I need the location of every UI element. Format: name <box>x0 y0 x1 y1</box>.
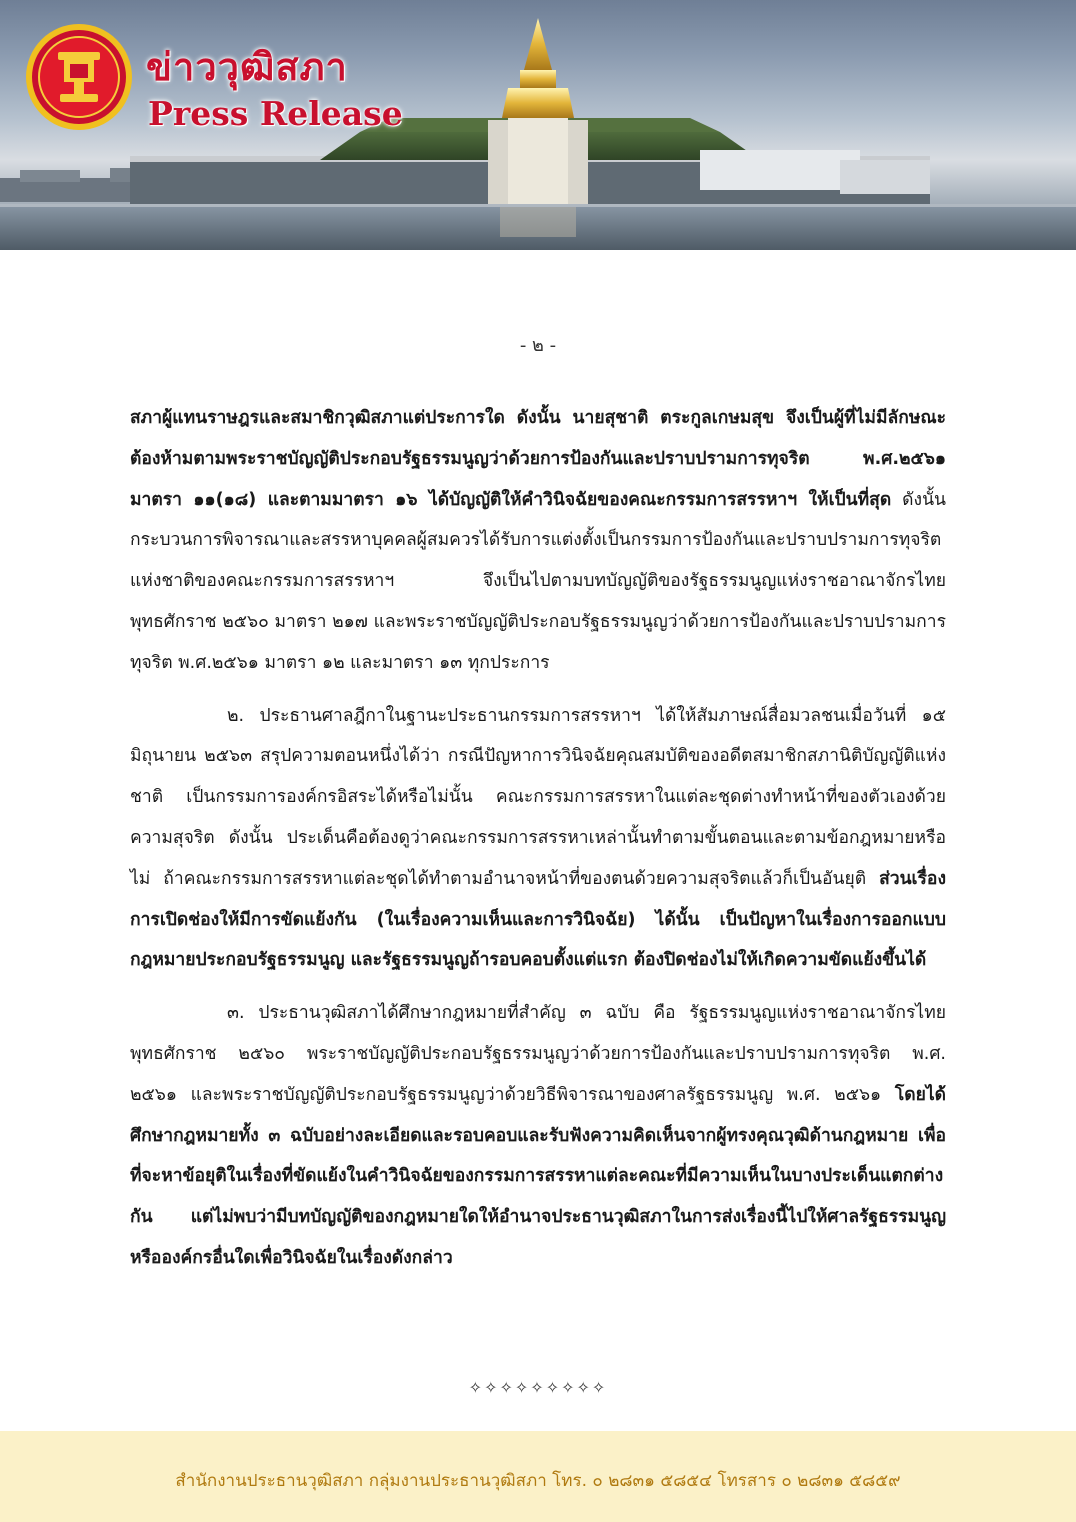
paragraph-1-bold-text: สภาผู้แทนราษฎรและสมาชิกวุฒิสภาแต่ประการใด ดังนั้น นายสุชาติ ตระกูลเกษมสุข จึงเป็นผู้ที่ไม่มีลักษณะต้องห้ามตามพระราชบัญญัติประกอบรัฐธรรมนูญว่าด้วยการป้องกันและปราบปรามการทุจริต พ.ศ.๒๕๖๑ มาตรา ๑๑(๑๘) และตามมาตรา ๑๖ ได้บัญญัติให้คำวินิจฉัยของคณะกรรมการสรรหาฯ ให้เป็นที่สุด <box>130 408 946 510</box>
section-separator: ✧✧✧✧✧✧✧✧✧ <box>468 1378 608 1397</box>
document-body <box>130 398 946 1291</box>
paragraph-2 <box>130 696 946 982</box>
paragraph-1 <box>130 398 946 684</box>
paragraph-2-bold-text: ส่วนเรื่องการเปิดช่องให้มีการขัดแย้งกัน (ในเรื่องความเห็นและการวินิจฉัย) ได้นั้น เป็นปัญหาในเรื่องการออกแบบกฎหมายประกอบรัฐธรรมนูญ และรัฐธรรมนูญถ้ารอบคอบตั้งแต่แรก ต้องปิดช่องไม่ให้เกิดความขัดแย้งขึ้นได้ <box>130 868 946 971</box>
senate-emblem-logo <box>24 22 134 132</box>
paragraph-3-text: ๓. ประธานวุฒิสภาได้ศึกษากฎหมายที่สำคัญ ๓ ฉบับ คือ รัฐธรรมนูญแห่งราชอาณาจักรไทย พุทธศักราช ๒๕๖๐ พระราชบัญญัติประกอบรัฐธรรมนูญว่าด้วยการป้องกันและปราบปรามการทุจริต พ.ศ. ๒๕๖๑ และพระราชบัญญัติประกอบรัฐธรรมนูญว่าด้วยวิธีพิจารณาของศาลรัฐธรรมนูญ พ.ศ. ๒๕๖๑ <box>130 1003 946 1105</box>
paragraph-3 <box>130 993 946 1279</box>
footer-contact-text: สำนักงานประธานวุฒิสภา กลุ่มงานประธานวุฒิสภา โทร. ๐ ๒๘๓๑ ๕๘๕๔ โทรสาร ๐ ๒๘๓๑ ๕๘๕๙ <box>175 1471 901 1491</box>
paragraph-1-text: ดังนั้น กระบวนการพิจารณาและสรรหาบุคคลผู้สมควรได้รับการแต่งตั้งเป็นกรรมการป้องกันและปราบปรามการทุจริตแห่งชาติของคณะกรรมการสรรหาฯ จึงเป็นไปตามบทบัญญัติของรัฐธรรมนูญแห่งราชอาณาจักรไทย พุทธศักราช ๒๕๖๐ มาตรา ๒๑๗ และพระราชบัญญัติประกอบรัฐธรรมนูญว่าด้วยการป้องกันและปราบปรามการทุจริต พ.ศ.๒๕๖๑ มาตรา ๑๒ และมาตรา ๑๓ ทุกประการ <box>130 489 946 673</box>
paragraph-3-bold-text: โดยได้ศึกษากฎหมายทั้ง ๓ ฉบับอย่างละเอียดและรอบคอบและรับฟังความคิดเห็นจากผู้ทรงคุณวุฒิด้านกฎหมาย เพื่อที่จะหาข้อยุติในเรื่องที่ขัดแย้งในคำวินิจฉัยของกรรมการสรรหาแต่ละคณะที่มีความเห็นในบางประเด็นแตกต่างกัน แต่ไม่พบว่ามีบทบัญญัติของกฎหมายใดให้อำนาจประธานวุฒิสภาในการส่งเรื่องนี้ไปให้ศาลรัฐธรรมนูญ หรือองค์กรอื่นใดเพื่อวินิจฉัยในเรื่องดังกล่าว <box>130 1084 946 1268</box>
header-banner <box>0 0 1076 250</box>
paragraph-2-text: ๒. ประธานศาลฎีกาในฐานะประธานกรรมการสรรหาฯ ได้ให้สัมภาษณ์สื่อมวลชนเมื่อวันที่ ๑๕ มิถุนายน ๒๕๖๓ สรุปความตอนหนึ่งได้ว่า กรณีปัญหาการวินิจฉัยคุณสมบัติของอดีตสมาชิกสภานิติบัญญัติแห่งชาติ เป็นกรรมการองค์กรอิสระได้หรือไม่นั้น คณะกรรมการสรรหาในแต่ละชุดต่างทำหน้าที่ของตัวเองด้วยความสุจริต ดังนั้น ประเด็นคือต้องดูว่าคณะกรรมการสรรหาเหล่านั้นทำตามขั้นตอนและตามข้อกฎหมายหรือไม่ ถ้าคณะกรรมการสรรหาแต่ละชุดได้ทำตามอำนาจหน้าที่ของตนด้วยความสุจริตแล้วก็เป็นอันยุติ <box>130 705 946 889</box>
page-number: - ๒ - <box>519 335 557 356</box>
brand-title-thai: ข่าววุฒิสภา <box>146 44 348 89</box>
footer-bar <box>0 1431 1076 1522</box>
brand-title-english: Press Release <box>148 94 403 133</box>
